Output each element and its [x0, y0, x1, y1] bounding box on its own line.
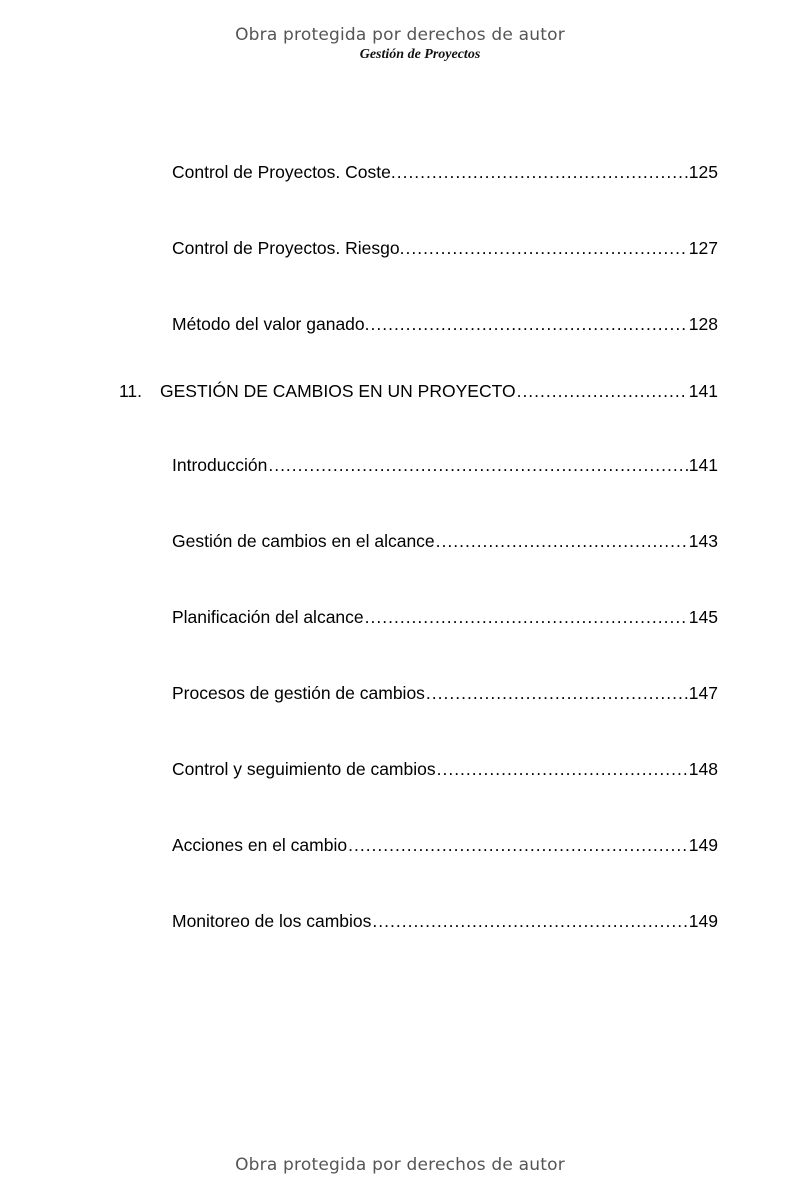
running-header: Gestión de Proyectos — [359, 47, 481, 62]
toc-page-number: 143 — [688, 531, 718, 551]
toc-dot-leader — [437, 758, 688, 780]
toc-dot-leader — [436, 530, 688, 552]
toc-chapter-number: 11. — [119, 381, 143, 401]
toc-page-number: 141 — [688, 381, 718, 401]
toc-page-number: 149 — [688, 911, 718, 931]
toc-dot-leader — [365, 606, 688, 628]
toc-dot-leader — [348, 834, 688, 856]
toc-entry-title: Control de Proyectos. Coste. — [172, 162, 396, 182]
toc-entry[interactable] — [172, 682, 718, 704]
toc-dot-leader — [397, 161, 688, 183]
toc-page-number: 141 — [688, 455, 718, 475]
toc-entry-title: Acciones en el cambio — [172, 835, 348, 855]
toc-entry[interactable] — [172, 758, 718, 780]
toc-entry-title: Método del valor ganado. — [172, 314, 370, 334]
toc-entry-title: Gestión de cambios en el alcance — [172, 531, 435, 551]
toc-chapter-entry[interactable] — [119, 380, 718, 402]
toc-entry-title: Monitoreo de los cambios — [172, 911, 372, 931]
toc-dot-leader — [372, 910, 687, 932]
copyright-watermark-bottom: Obra protegida por derechos de autor — [235, 1155, 565, 1175]
toc-entry[interactable] — [172, 910, 718, 932]
toc-entry[interactable] — [172, 454, 718, 476]
toc-page-number: 127 — [688, 238, 718, 258]
toc-entry-title: Control y seguimiento de cambios — [172, 759, 436, 779]
toc-page-number: 148 — [688, 759, 718, 779]
toc-entry[interactable] — [172, 834, 718, 856]
toc-entry[interactable] — [172, 237, 718, 259]
toc-entry-title: Planificación del alcance — [172, 607, 364, 627]
toc-dot-leader — [426, 682, 688, 704]
toc-page-number: 145 — [688, 607, 718, 627]
toc-dot-leader — [268, 454, 687, 476]
toc-page-number: 147 — [688, 683, 718, 703]
toc-dot-leader — [371, 313, 688, 335]
toc-entry[interactable] — [172, 313, 718, 335]
toc-page-number: 125 — [688, 162, 718, 182]
toc-entry[interactable] — [172, 161, 718, 183]
toc-entry-title: Introducción — [172, 455, 268, 475]
toc-entry-title: Procesos de gestión de cambios — [172, 683, 425, 703]
toc-dot-leader — [517, 380, 688, 402]
toc-page-number: 128 — [688, 314, 718, 334]
toc-entry-title: Control de Proyectos. Riesgo. — [172, 238, 405, 258]
copyright-watermark-top: Obra protegida por derechos de autor — [235, 25, 565, 45]
toc-dot-leader — [405, 237, 687, 259]
toc-entry[interactable] — [172, 530, 718, 552]
toc-entry[interactable] — [172, 606, 718, 628]
toc-page-number: 149 — [688, 835, 718, 855]
toc-chapter-title: GESTIÓN DE CAMBIOS EN UN PROYECTO — [160, 381, 516, 401]
